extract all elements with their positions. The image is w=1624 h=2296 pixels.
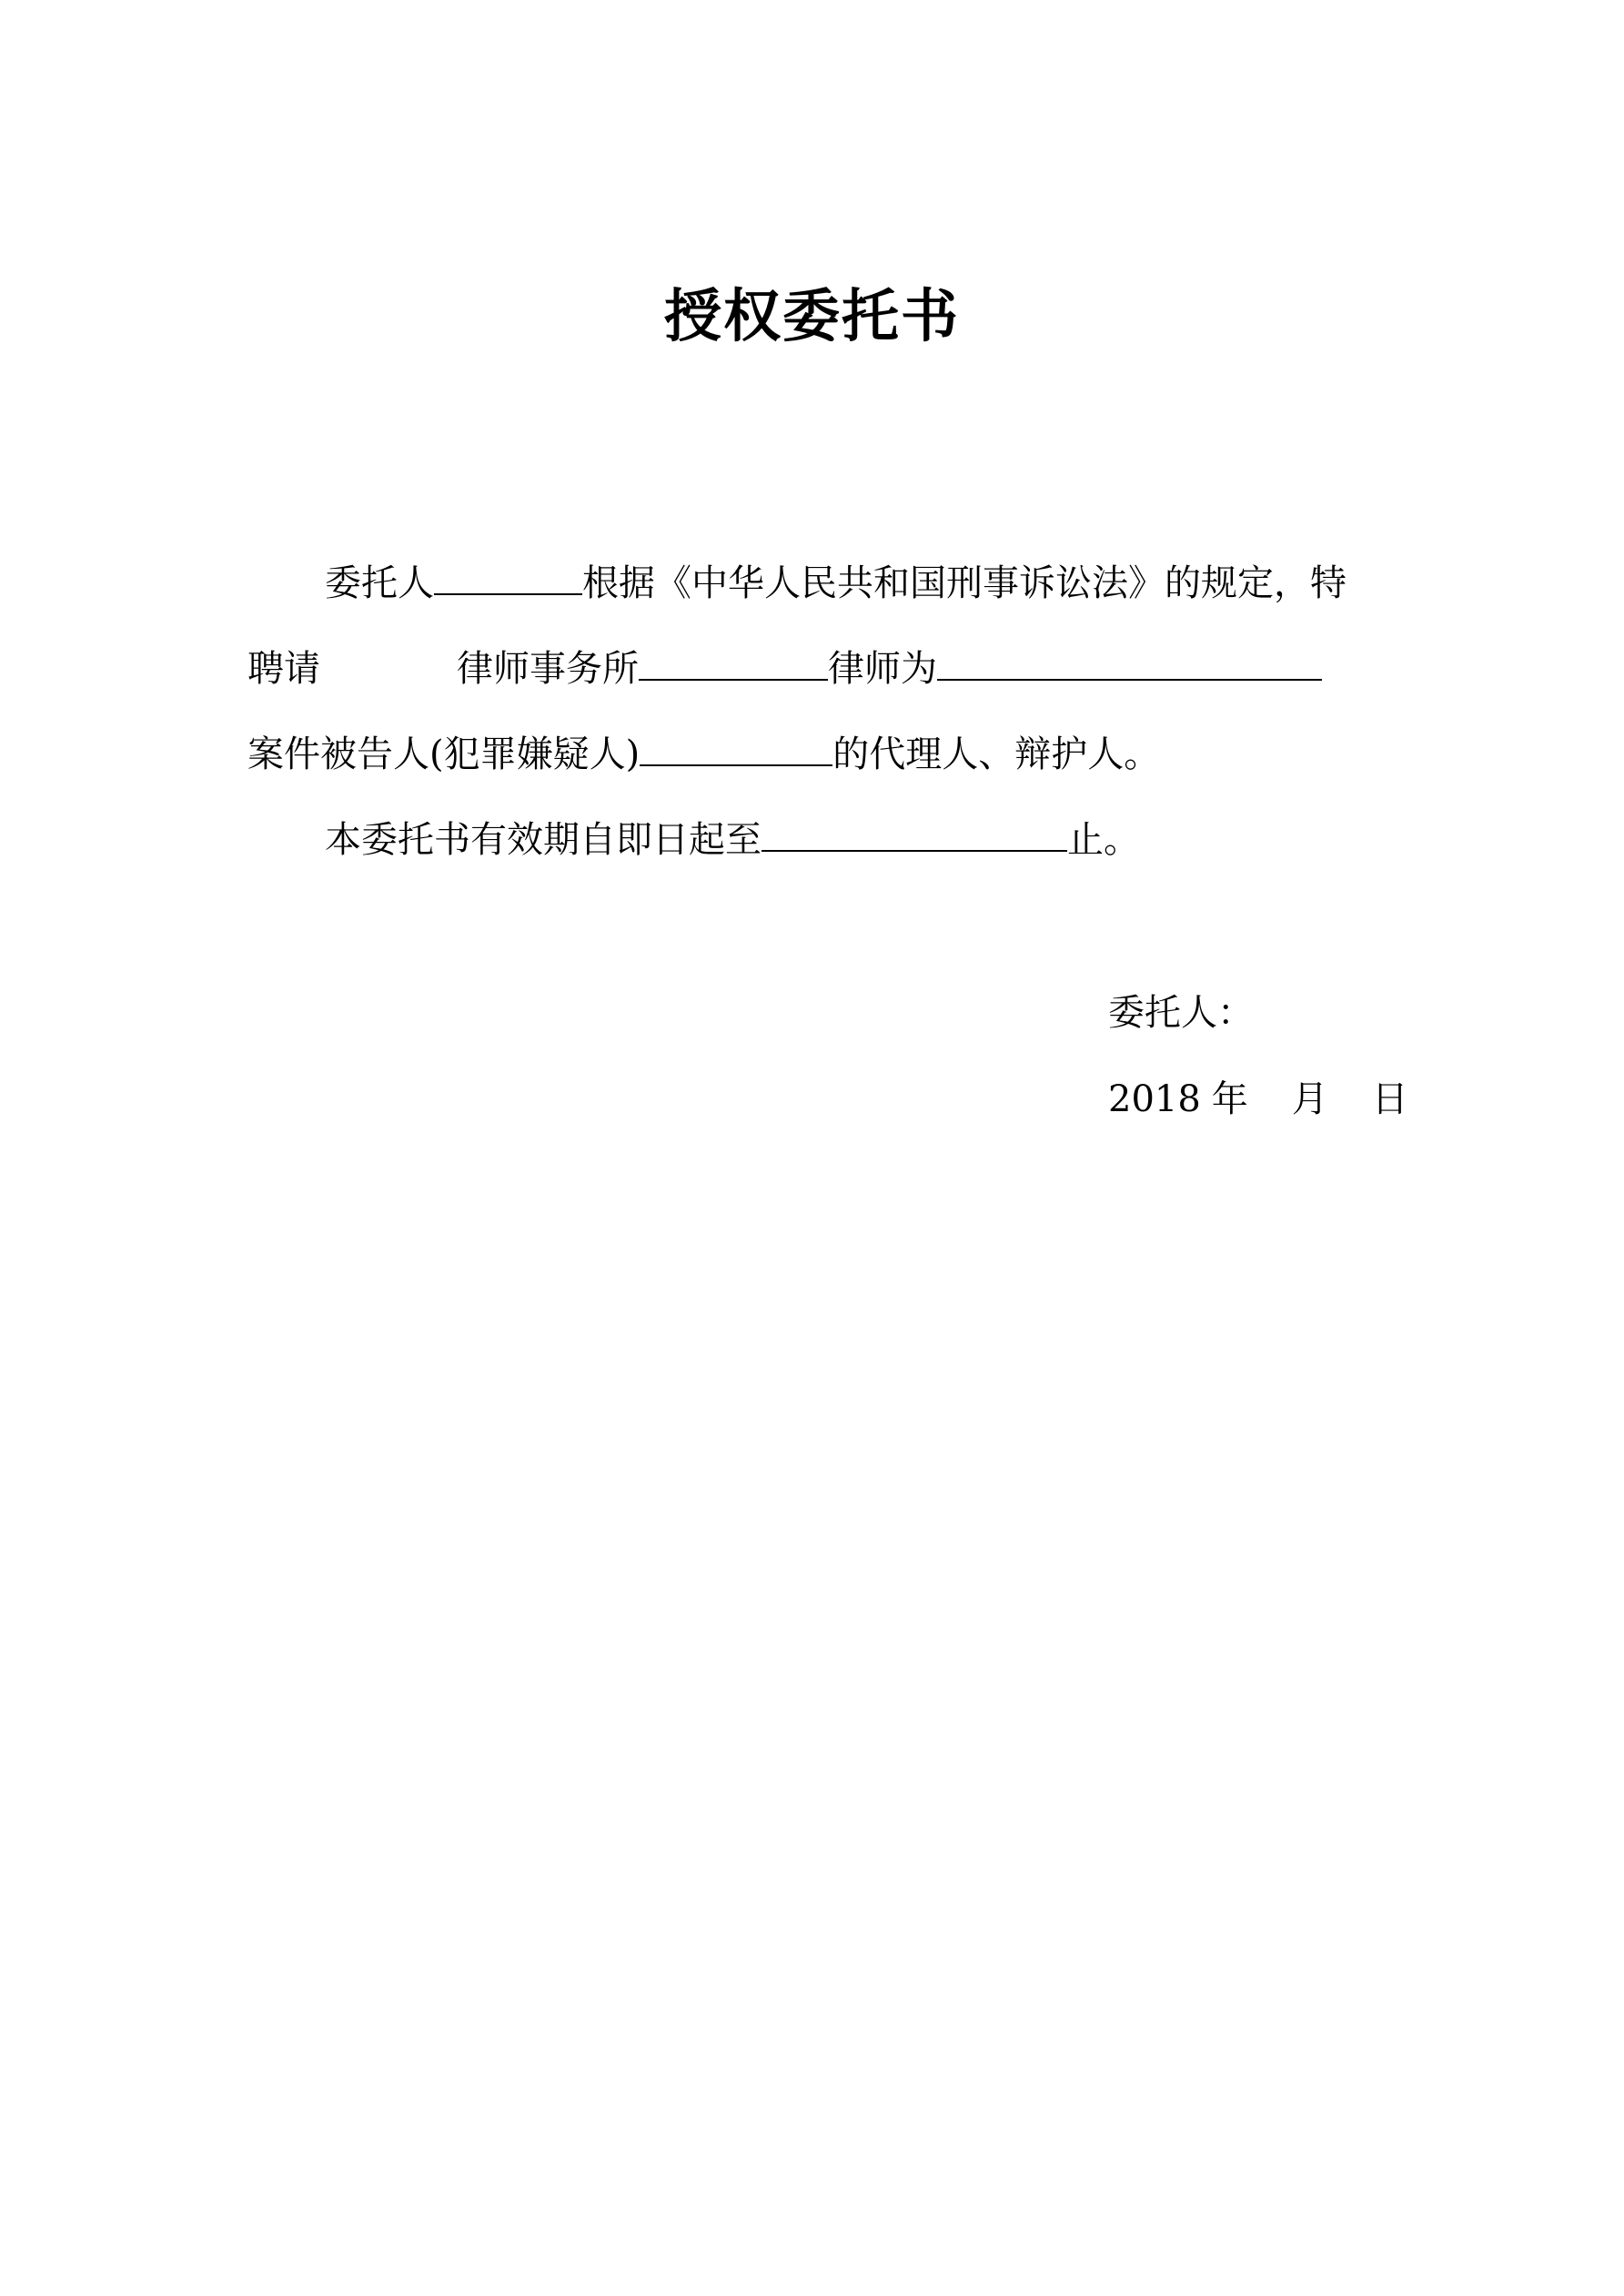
case-name-blank[interactable]	[937, 646, 1322, 681]
validity-end-date-blank[interactable]	[762, 817, 1067, 852]
date-year-label: 年	[1211, 1078, 1248, 1120]
date-day-label: 日	[1371, 1078, 1408, 1120]
entrustor-label: 委托人	[325, 562, 434, 604]
signature-date	[1108, 1074, 1408, 1125]
validity-end-text: 止。	[1067, 819, 1140, 861]
entrustor-name-blank[interactable]	[434, 561, 582, 595]
paragraph-engage	[247, 643, 1322, 694]
signature-label: 委托人：	[1108, 992, 1254, 1034]
paragraph-entrustor	[325, 558, 1347, 609]
legal-basis-text: 根据《中华人民共和国刑事诉讼法》的规定，特	[582, 562, 1347, 604]
document-title: 授权委托书	[664, 283, 960, 349]
paragraph-defendant	[247, 729, 1160, 780]
role-text: 的代理人、辩护人。	[832, 733, 1161, 775]
paragraph-validity	[325, 814, 1140, 865]
law-firm-label: 律师事务所	[457, 648, 639, 690]
validity-label: 本委托书有效期自即日起至	[325, 819, 762, 861]
engage-label: 聘请	[247, 648, 320, 690]
date-month-label: 月	[1291, 1078, 1328, 1120]
lawyer-label: 律师为	[828, 648, 937, 690]
defendant-label: 案件被告人(犯罪嫌疑人)	[247, 733, 641, 775]
date-year: 2018	[1108, 1078, 1201, 1120]
lawyer-name-blank[interactable]	[639, 646, 828, 681]
defendant-name-blank[interactable]	[640, 732, 832, 766]
